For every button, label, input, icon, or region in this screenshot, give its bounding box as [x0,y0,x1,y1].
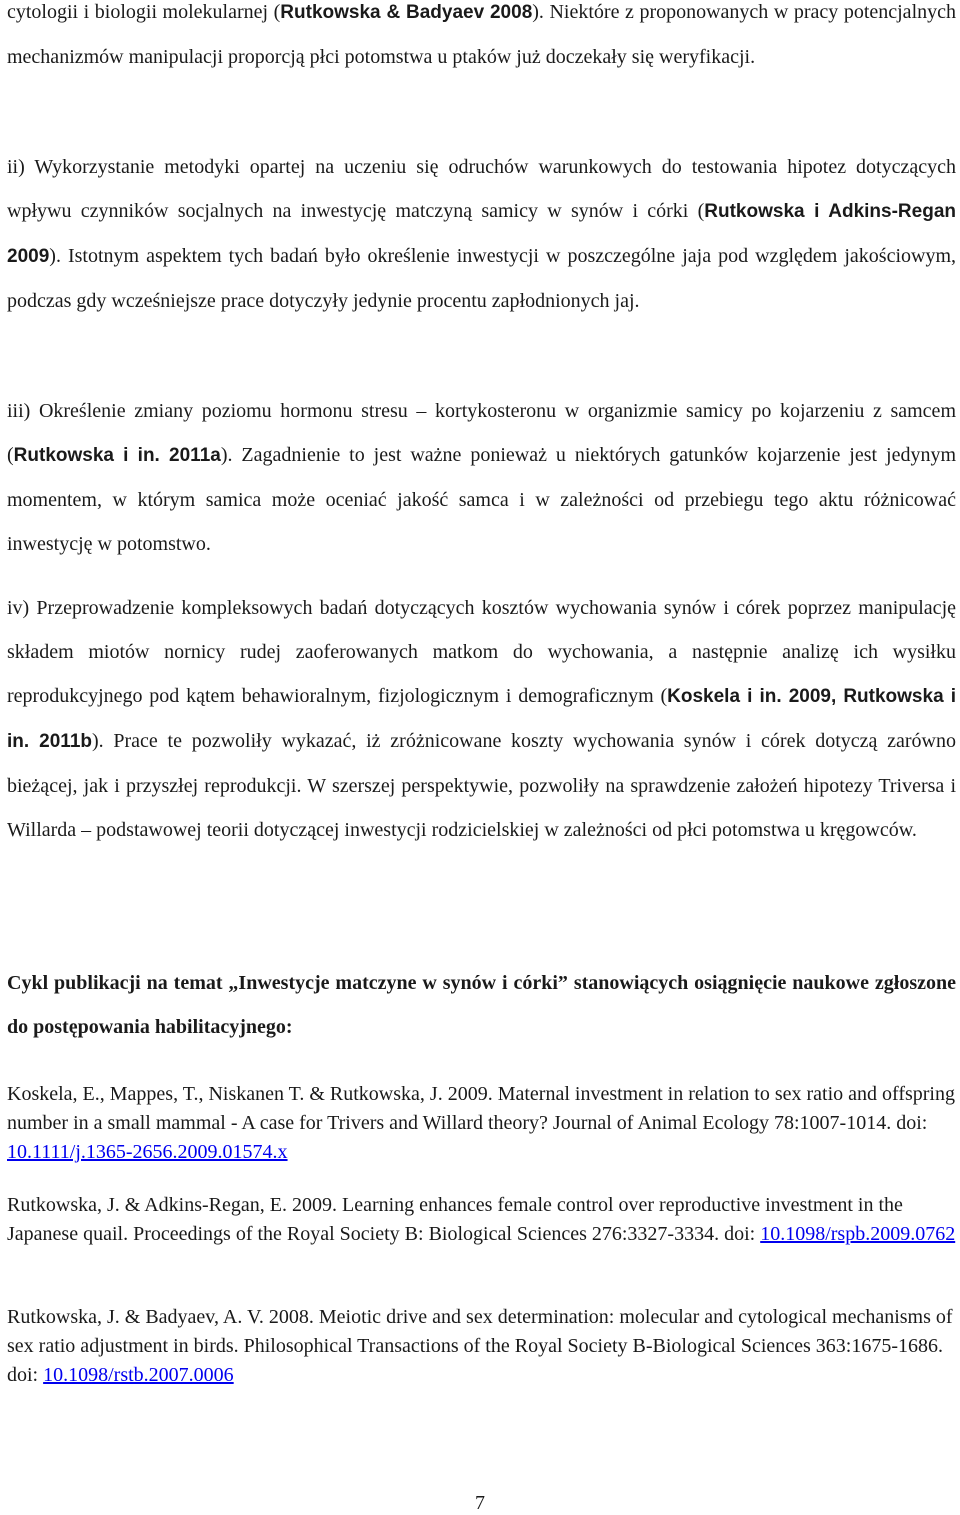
reference-text: Koskela, E., Mappes, T., Niskanen T. & Rutkowska, J. 2009. Maternal investment in relation to sex ratio and offspring number in a small mammal - A case for Trivers and Willard theory? Journal of Animal Ecology 78:1007-1014. doi: [7,1083,955,1134]
citation: Rutkowska & Badyaev 2008 [280,2,533,23]
reference-item [7,1191,956,1249]
paragraph-text: ). Prace te pozwoliły wykazać, iż zróżnicowane koszty wychowania synów i córek dotyczą zarówno bieżącej, jak i przyszłej reprodukcji. W szerszej perspektywie, pozwoliły na sprawdzenie założeń hipotezy Triversa i Willarda – podstawowej teorii dotyczącej inwestycji rodzicielskiej w zależności od płci potomstwa u kręgowców. [7,730,956,841]
reference-text: Rutkowska, J. & Adkins-Regan, E. 2009. Learning enhances female control over reproductive investment in the Japanese quail. Proceedings of the Royal Society B: Biological Sciences 276:3327-3334. doi: [7,1194,903,1245]
doi-link[interactable]: 10.1111/j.1365-2656.2009.01574.x [7,1141,288,1163]
paragraph-text: ). Niektóre z proponowanych w pracy potencjalnych mechanizmów manipulacji proporcją płci potomstwa u ptaków już doczekały się weryfikacji. [7,1,956,68]
doi-link[interactable]: 10.1098/rstb.2007.0006 [43,1364,234,1386]
page-number: 7 [475,1492,485,1514]
paragraph-iv [7,586,956,852]
paragraph-text: ). Zagadnienie to jest ważne ponieważ u niektórych gatunków kojarzenie jest jedynym momentem, w którym samica może oceniać jakość samca i w zależności od przebiegu tego aktu różnicować inwestycję w potomstwo. [7,444,957,555]
section-heading: Cykl publikacji na temat „Inwestycje matczyne w synów i córki” stanowiących osiągnięcie naukowe zgłoszone do postępowania habilitacyjnego: [7,972,956,1038]
citation: Rutkowska i in. 2011a [13,445,221,466]
paragraph-continuation [7,0,956,79]
paragraph-text: iii) Określenie zmiany poziomu hormonu stresu – kortykosteronu w organizmie samicy po kojarzeniu z samcem ( [7,400,956,466]
paragraph-text: iv) Przeprowadzenie kompleksowych badań dotyczących kosztów wychowania synów i córek poprzez manipulację składem miotów nornicy rudej zaoferowanych matkom do wychowania, a następnie analizę ich wysiłku reprodukcyjnego pod kątem behawioralnym, fizjologicznym i demograficznym ( [7,597,956,707]
reference-item [7,1303,956,1390]
paragraph-text: ii) Wykorzystanie metodyki opartej na uczeniu się odruchów warunkowych do testowania hipotez dotyczących wpływu czynników socjalnych na inwestycję matczyną samicy w synów i córki ( [7,156,956,222]
paragraph-iii [7,389,956,566]
paragraph-text: ). Istotnym aspektem tych badań było określenie inwestycji w poszczególne jaja pod względem jakościowym, podczas gdy wcześniejsze prace dotyczyły jedynie procentu zapłodnionych jaj. [7,245,956,312]
paragraph-ii [7,145,956,323]
reference-text: Rutkowska, J. & Badyaev, A. V. 2008. Meiotic drive and sex determination: molecular and cytological mechanisms of sex ratio adjustment in birds. Philosophical Transactions of the Royal Society B-Biological Sciences 363:1675-1686. doi: [7,1306,953,1386]
citation: Koskela i in. 2009, Rutkowska i in. 2011b [7,686,956,752]
doi-link[interactable]: 10.1098/rspb.2009.0762 [760,1223,956,1245]
reference-item [7,1080,956,1167]
paragraph-text: cytologii i biologii molekularnej ( [7,1,281,23]
citation: Rutkowska i Adkins-Regan 2009 [7,201,956,267]
